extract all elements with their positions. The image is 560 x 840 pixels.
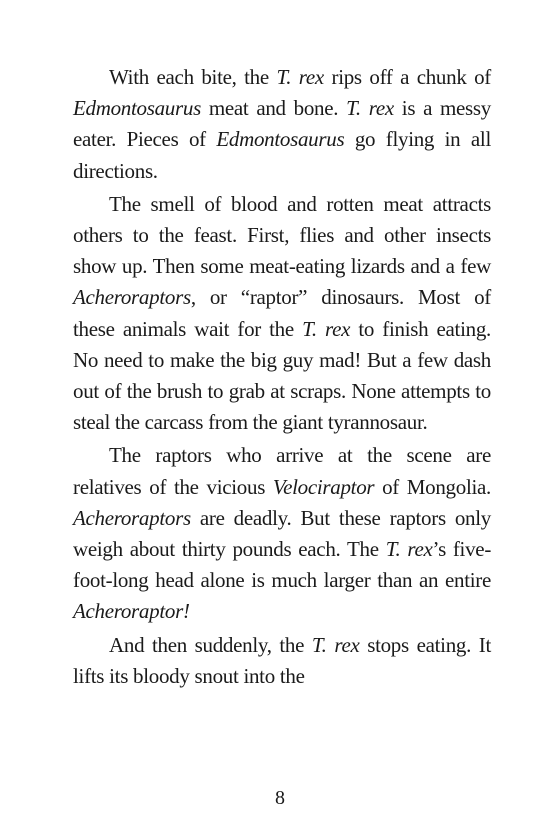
- italic-text-run: Acheroraptor!: [73, 599, 190, 624]
- italic-text-run: T. rex: [385, 537, 433, 562]
- body-text: [73, 62, 491, 694]
- italic-text-run: Edmontosaurus: [216, 127, 345, 152]
- paragraph-1: [73, 62, 491, 187]
- text-run: is a messy eater. Pieces of: [73, 96, 491, 152]
- italic-text-run: T. rex: [311, 632, 360, 657]
- text-run: , or “raptor” dinosaurs. Most of these animals wait for the: [73, 285, 491, 341]
- italic-text-run: Velociraptor: [272, 474, 375, 499]
- text-run: meat and bone.: [200, 96, 347, 121]
- text-run: The raptors who arrive at the scene are relatives of the vicious: [73, 443, 491, 499]
- text-run: The smell of blood and rotten meat attracts others to the feast. First, flies and other insects show up. Then some meat-eating lizards and a few: [73, 191, 491, 279]
- text-run: rips off a chunk of: [323, 65, 491, 89]
- italic-text-run: T. rex: [302, 316, 351, 341]
- text-run: are deadly. But these raptors only weigh about thirty pounds each. The: [73, 505, 491, 562]
- page-number: 8: [275, 787, 285, 809]
- paragraph-2: [73, 189, 491, 439]
- italic-text-run: Edmontosaurus: [73, 96, 201, 121]
- italic-text-run: T. rex: [276, 65, 324, 89]
- paragraph-3: [73, 440, 491, 627]
- text-run: ’s five-foot-long head alone is much larger than an entire: [73, 537, 492, 593]
- italic-text-run: Acheroraptors: [73, 285, 191, 310]
- italic-text-run: T. rex: [346, 96, 394, 121]
- text-run: of Mongolia.: [374, 474, 491, 499]
- paragraph-4: [73, 630, 491, 692]
- text-run: stops eating. It lifts its bloody snout into the: [73, 632, 491, 688]
- text-run: go flying in all directions.: [73, 127, 491, 183]
- text-run: And then suddenly, the: [109, 632, 312, 657]
- text-run: to finish eating. No need to make the big guy mad! But a few dash out of the brush to grab at scraps. None attempts to steal the carcass from the giant tyrannosaur.: [73, 316, 491, 435]
- italic-text-run: Acheroraptors: [73, 505, 191, 530]
- text-run: With each bite, the: [109, 65, 277, 89]
